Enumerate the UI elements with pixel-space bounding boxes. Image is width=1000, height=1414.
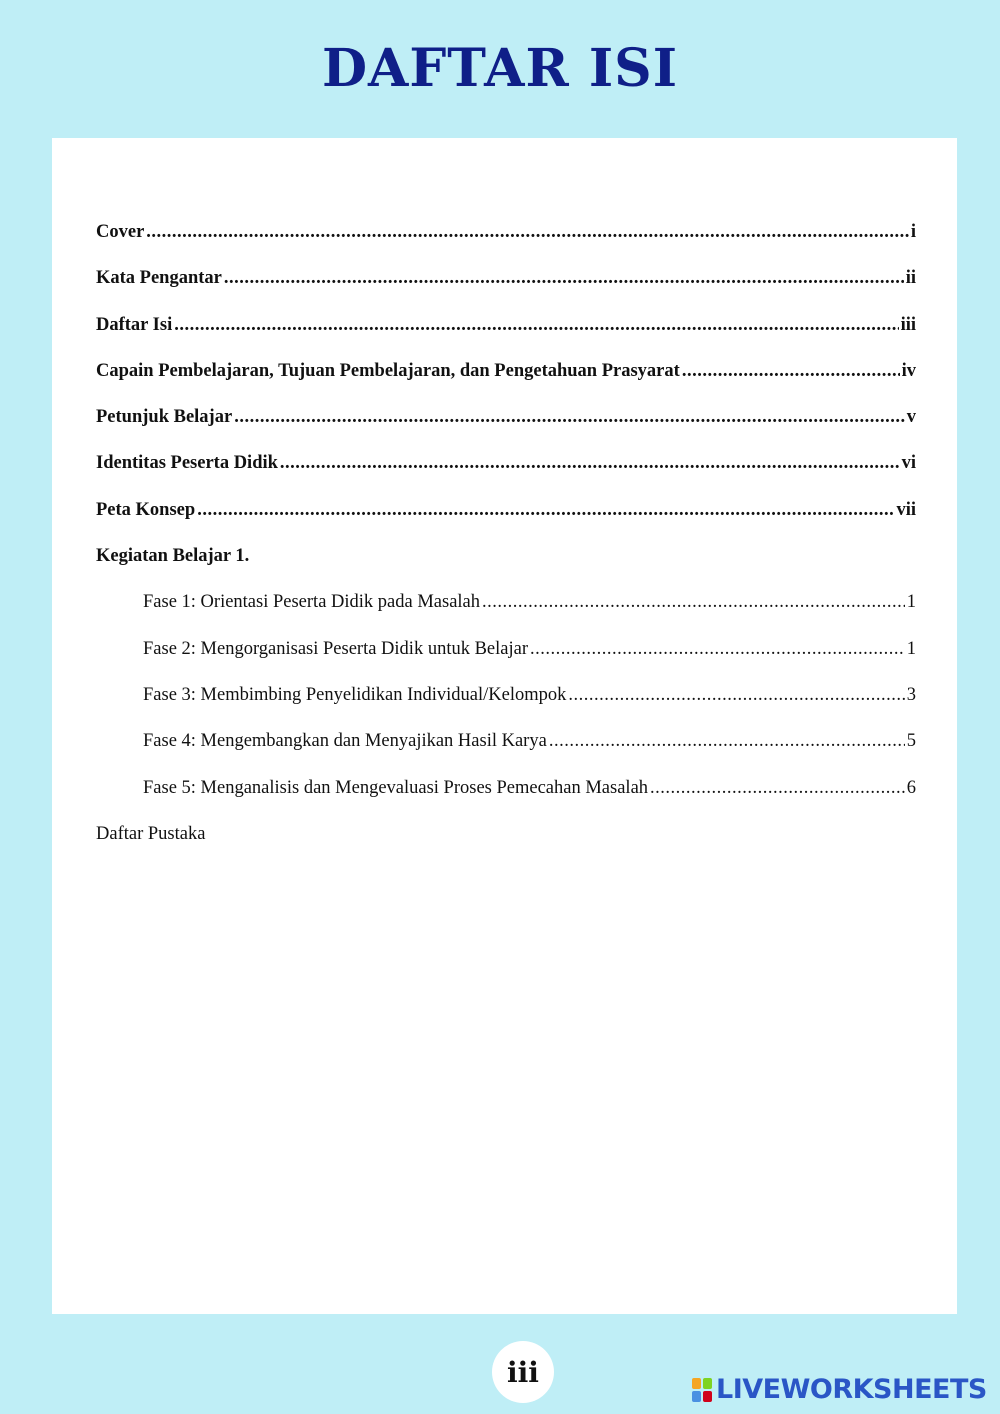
toc-entry-label: Capain Pembelajaran, Tujuan Pembelajaran, dan Pengetahuan Prasyarat: [96, 360, 680, 381]
page-number-badge: iii: [492, 1341, 554, 1403]
logo-tile: [692, 1378, 701, 1389]
page-title: DAFTAR ISI: [321, 38, 679, 99]
toc-entry-page: vii: [896, 499, 916, 520]
toc-panel: [52, 138, 957, 1314]
liveworksheets-logo-icon: [692, 1378, 712, 1402]
toc-entry-label: Fase 3: Membimbing Penyelidikan Individual/Kelompok: [143, 684, 567, 705]
toc-entry[interactable]: [96, 268, 916, 314]
brand-text: LIVEWORKSHEETS: [716, 1374, 987, 1405]
toc-entry-page: 1: [906, 592, 916, 613]
toc-leader-dots: [549, 731, 905, 752]
toc-leader-dots: [234, 407, 905, 428]
toc-entry-page: 5: [906, 731, 916, 752]
toc-subentry[interactable]: [96, 639, 916, 685]
toc-entry[interactable]: [96, 315, 916, 361]
toc-entry[interactable]: [96, 222, 916, 268]
toc-entry-page: iii: [900, 314, 916, 335]
toc-leader-dots: [224, 268, 904, 289]
toc-entry[interactable]: [96, 361, 916, 407]
toc-entry[interactable]: [96, 824, 916, 870]
toc-entry-page: ii: [905, 268, 916, 289]
toc-entry-page: v: [906, 407, 916, 428]
toc-entry-page: i: [910, 222, 916, 242]
toc-entry-label: Identitas Peserta Didik: [96, 453, 278, 474]
logo-tile: [703, 1391, 712, 1402]
toc-entry-label: Peta Konsep: [96, 499, 196, 520]
toc-leader-dots: [682, 361, 900, 382]
toc-leader-dots: [280, 453, 900, 474]
logo-tile: [692, 1391, 701, 1402]
logo-tile: [703, 1378, 712, 1389]
toc-entry-label: Daftar Pustaka: [96, 823, 206, 844]
toc-entry-page: 3: [906, 684, 916, 705]
toc-leader-dots: [482, 592, 905, 613]
toc-leader-dots: [530, 639, 905, 660]
liveworksheets-brand: [692, 1374, 987, 1405]
toc-leader-dots: [568, 685, 904, 706]
toc-subentry[interactable]: [96, 731, 916, 777]
toc-entry-page: iv: [901, 360, 916, 381]
toc-leader-dots: [146, 222, 909, 243]
toc-entry-label: Kata Pengantar: [96, 268, 222, 289]
toc-subentry[interactable]: [96, 778, 916, 824]
toc-entry-label: Fase 2: Mengorganisasi Peserta Didik untuk Belajar: [143, 638, 529, 659]
toc-entry-label: Kegiatan Belajar 1.: [96, 546, 250, 567]
toc-subentry[interactable]: [96, 685, 916, 731]
toc-entry-page: 6: [906, 777, 916, 798]
toc-entry-page: vi: [901, 453, 916, 474]
toc-entry-label: Fase 1: Orientasi Peserta Didik pada Masalah: [143, 592, 481, 613]
toc-entry-label: Fase 4: Mengembangkan dan Menyajikan Hasil Karya: [143, 731, 547, 752]
toc-entry-label: Fase 5: Menganalisis dan Mengevaluasi Proses Pemecahan Masalah: [143, 777, 649, 798]
toc-entry[interactable]: [96, 407, 916, 453]
toc-entry[interactable]: [96, 500, 916, 546]
toc-entry[interactable]: [96, 546, 916, 592]
table-of-contents: [96, 222, 916, 870]
toc-entry-label: Cover: [96, 222, 145, 242]
toc-entry[interactable]: [96, 453, 916, 499]
toc-leader-dots: [174, 315, 898, 336]
toc-entry-label: Daftar Isi: [96, 314, 173, 335]
toc-entry-page: 1: [906, 638, 916, 659]
toc-entry-label: Petunjuk Belajar: [96, 407, 233, 428]
toc-subentry[interactable]: [96, 592, 916, 638]
toc-leader-dots: [197, 500, 894, 521]
toc-leader-dots: [650, 778, 905, 799]
